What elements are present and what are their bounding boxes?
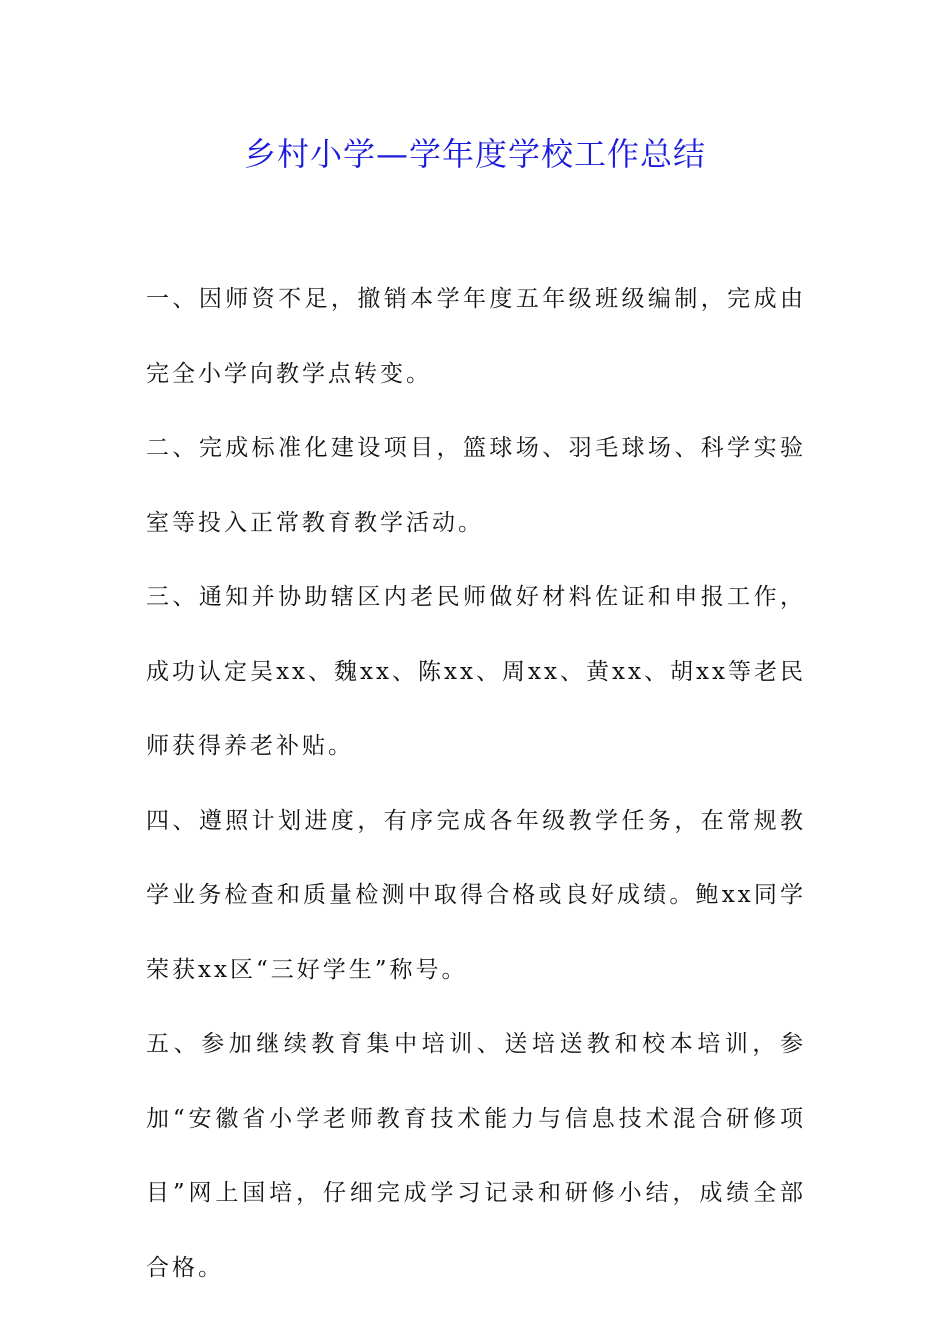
paragraph-1: 一、因师资不足，撤销本学年度五年级班级编制，完成由完全小学向教学点转变。 <box>146 286 806 387</box>
paragraph-4: 四、遵照计划进度，有序完成各年级教学任务，在常规教学业务检查和质量检测中取得合格或良好成绩。鲍xx同学荣获xx区“三好学生”称号。 <box>146 807 806 983</box>
document-body <box>146 262 806 1305</box>
paragraph-2: 二、完成标准化建设项目，篮球场、羽毛球场、科学实验室等投入正常教育教学活动。 <box>146 435 806 536</box>
document-title: 乡村小学—学年度学校工作总结 <box>243 135 706 173</box>
paragraph-5: 五、参加继续教育集中培训、送培送教和校本培训，参加“安徽省小学老师教育技术能力与信息技术混合研修项目”网上国培，仔细完成学习记录和研修小结，成绩全部合格。 <box>146 1031 806 1281</box>
paragraph-3: 三、通知并协助辖区内老民师做好材料佐证和申报工作，成功认定吴xx、魏xx、陈xx、周xx、黄xx、胡xx等老民师获得养老补贴。 <box>146 584 806 759</box>
